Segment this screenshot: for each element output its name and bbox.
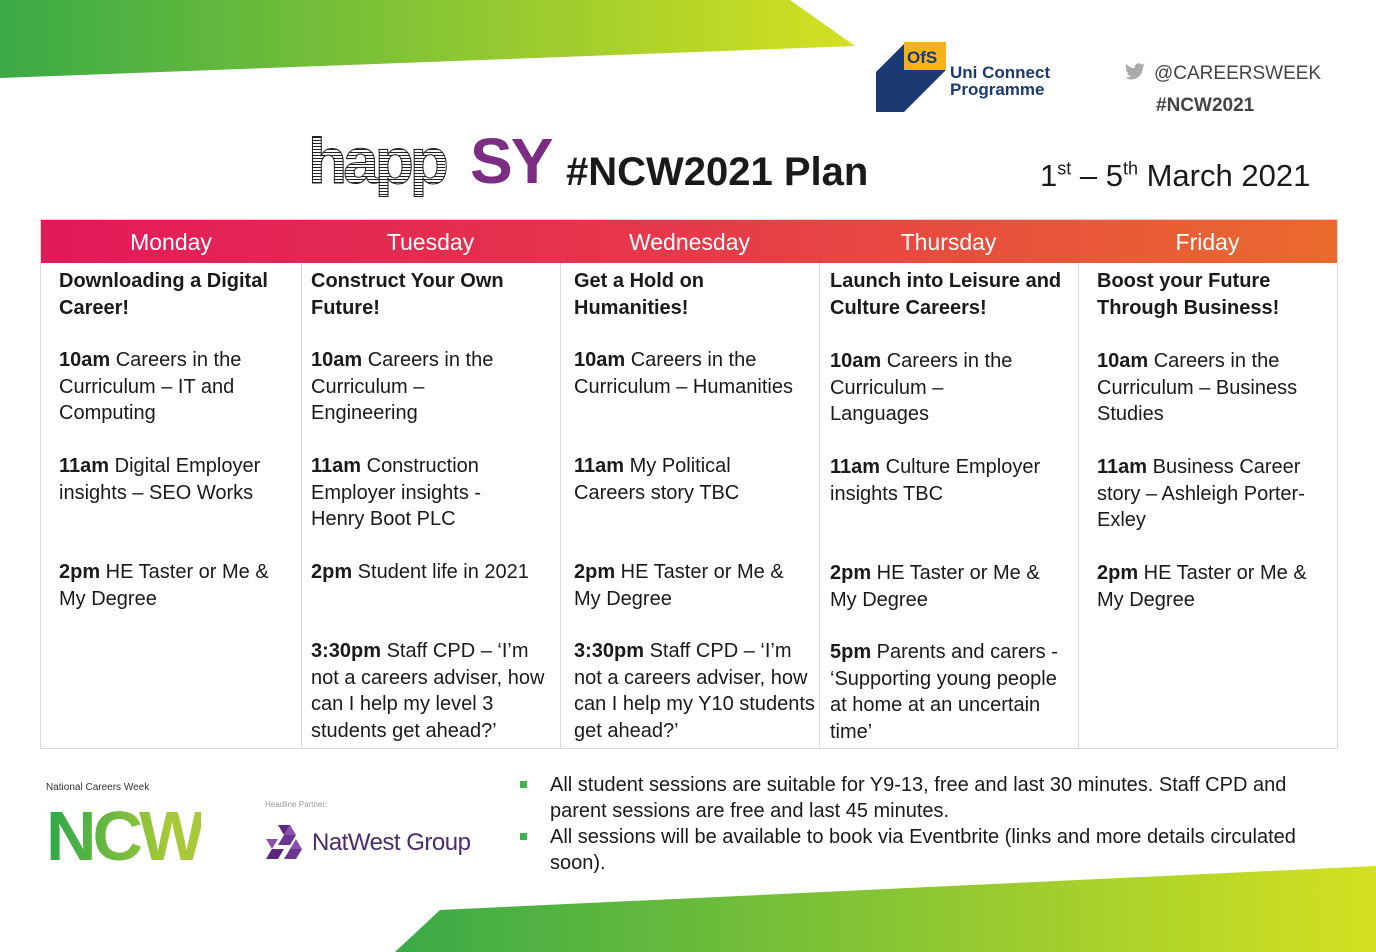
session-2pm	[311, 559, 559, 586]
date-month-year: March 2021	[1138, 158, 1311, 193]
session-time: 11am	[311, 455, 362, 477]
day-theme: Boost your Future Through Business!	[1097, 270, 1280, 319]
hashtag: #NCW2021	[1156, 95, 1255, 116]
day-column-thursday	[819, 263, 1078, 749]
session-11am	[1097, 454, 1329, 534]
twitter-handle: @CAREERSWEEK	[1154, 63, 1322, 84]
session-2pm	[1097, 560, 1335, 613]
day-header-thursday: Thursday	[900, 229, 997, 255]
date-range	[1040, 158, 1310, 194]
session-desc: Culture Employer insights TBC	[830, 456, 1041, 505]
session-10am	[311, 347, 526, 427]
day-theme: Downloading a Digital Career!	[59, 270, 268, 319]
date-start-suffix: st	[1057, 158, 1072, 179]
note-text: All student sessions are suitable for Y9-13, free and last 30 minutes. Staff CPD and parent sessions are free and last 45 minutes.	[550, 774, 1287, 822]
schedule-table	[40, 219, 1338, 749]
session-10am	[830, 348, 1045, 428]
session-time: 2pm	[311, 561, 353, 583]
session-desc: My Political Careers story TBC	[574, 455, 740, 504]
session-11am	[59, 453, 295, 506]
happsy-logo	[308, 124, 558, 197]
day-theme: Get a Hold on Humanities!	[574, 270, 704, 319]
session-time: 10am	[59, 349, 111, 371]
date-start: 1	[1040, 158, 1058, 193]
session-desc: Careers in the Curriculum – Languages	[830, 350, 1013, 425]
session-desc: Student life in 2021	[352, 561, 529, 583]
day-header-monday: Monday	[130, 229, 212, 255]
session-desc: Digital Employer insights – SEO Works	[59, 455, 261, 504]
national-careers-week-label: National Careers Week	[46, 782, 150, 793]
green-bullet-icon	[520, 833, 527, 840]
session-desc: Careers in the Curriculum – Engineering	[311, 349, 494, 424]
note-item	[516, 772, 1346, 824]
natwest-cubes-icon	[264, 825, 304, 859]
session-10am	[1097, 348, 1329, 428]
natwest-group-logo	[264, 822, 484, 862]
session-desc: Careers in the Curriculum – Business Studies	[1097, 350, 1298, 425]
day-column-friday	[1078, 263, 1337, 749]
session-desc: HE Taster or Me & My Degree	[59, 561, 269, 610]
notes-list	[516, 772, 1346, 876]
day-column-tuesday	[301, 263, 560, 749]
uni-connect-text	[950, 64, 1050, 98]
session-desc: HE Taster or Me & My Degree	[1097, 562, 1307, 611]
session-time: 2pm	[1097, 562, 1139, 584]
session-time: 10am	[574, 349, 626, 371]
session-desc: Staff CPD – ‘I’m not a careers adviser, how can I help my Y10 students get ahead?’	[574, 640, 815, 742]
uni-connect-line2: Programme	[950, 80, 1045, 99]
note-item	[516, 824, 1346, 876]
session-time: 3:30pm	[574, 640, 645, 662]
happsy-logo-part2: SY	[470, 125, 552, 197]
happsy-logo-part1: happ	[308, 125, 445, 197]
date-end: 5	[1105, 158, 1123, 193]
session-10am	[574, 347, 820, 400]
day-header-wednesday: Wednesday	[628, 229, 751, 255]
session-time: 11am	[59, 455, 110, 477]
session-time: 5pm	[830, 641, 872, 663]
date-separator: –	[1071, 158, 1106, 193]
session-time: 10am	[1097, 350, 1149, 372]
day-header-friday: Friday	[1175, 229, 1240, 255]
uni-connect-line1: Uni Connect	[950, 63, 1051, 82]
date-end-suffix: th	[1122, 158, 1138, 179]
session-time: 11am	[830, 456, 881, 478]
session-desc: Business Career story – Ashleigh Porter-Exley	[1097, 456, 1305, 531]
note-text: All sessions will be available to book via Eventbrite (links and more details circulated soon).	[550, 826, 1296, 874]
session-2pm	[574, 559, 814, 612]
session-desc: Construction Employer insights - Henry Boot PLC	[311, 455, 482, 530]
session-330pm	[574, 638, 818, 744]
table-header-row	[41, 220, 1337, 263]
uni-connect-logo	[876, 42, 1076, 114]
headline-partner-label: Headline Partner:	[265, 800, 328, 809]
session-11am	[830, 454, 1076, 507]
day-column-monday	[41, 263, 301, 749]
session-time: 10am	[830, 350, 882, 372]
day-theme: Construct Your Own Future!	[311, 270, 504, 319]
session-11am	[574, 453, 779, 506]
natwest-group-name: NatWest Group	[312, 829, 471, 856]
ofs-badge-text: OfS	[907, 48, 938, 67]
session-desc: HE Taster or Me & My Degree	[830, 562, 1040, 611]
session-desc: Careers in the Curriculum – IT and Computing	[59, 349, 242, 424]
ncw-logo: NCW	[46, 797, 202, 875]
session-desc: Staff CPD – ‘I’m not a careers adviser, how can I help my level 3 students get ahead?’	[311, 640, 545, 742]
session-time: 2pm	[830, 562, 872, 584]
session-desc: Parents and carers - ‘Supporting young people at home at an uncertain time’	[830, 641, 1058, 743]
session-time: 10am	[311, 349, 363, 371]
session-desc: HE Taster or Me & My Degree	[574, 561, 784, 610]
session-time: 2pm	[59, 561, 101, 583]
ofs-badge-icon	[876, 42, 946, 112]
twitter-bird-icon	[1124, 62, 1146, 82]
day-header-tuesday: Tuesday	[386, 229, 475, 255]
session-time: 11am	[574, 455, 625, 477]
top-green-swoosh	[0, 0, 860, 80]
session-330pm	[311, 638, 559, 744]
session-time: 2pm	[574, 561, 616, 583]
session-2pm	[830, 560, 1070, 613]
session-time: 3:30pm	[311, 640, 382, 662]
session-10am	[59, 347, 295, 427]
day-column-wednesday	[560, 263, 819, 749]
session-5pm	[830, 639, 1065, 745]
plan-title: #NCW2021 Plan	[566, 150, 869, 194]
session-time: 11am	[1097, 456, 1148, 478]
session-2pm	[59, 559, 299, 612]
session-11am	[311, 453, 516, 533]
day-theme: Launch into Leisure and Culture Careers!	[830, 270, 1062, 319]
session-desc: Careers in the Curriculum – Humanities	[574, 349, 793, 398]
green-bullet-icon	[520, 781, 527, 788]
